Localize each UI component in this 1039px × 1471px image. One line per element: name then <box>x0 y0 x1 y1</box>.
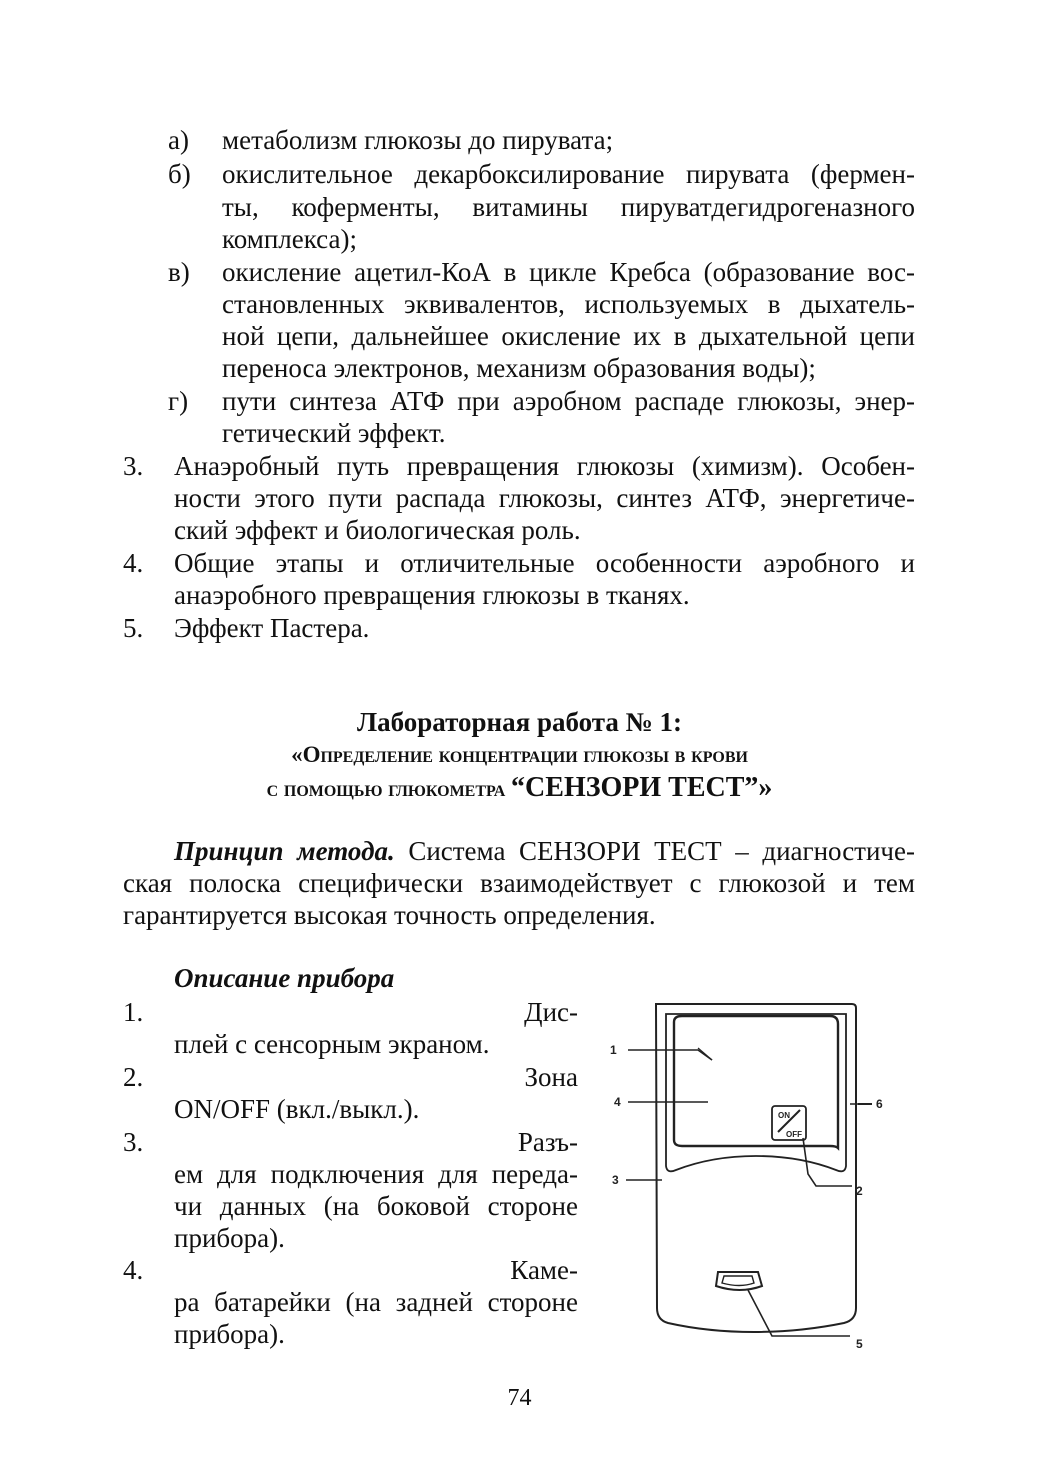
list-text: становленных эквивалентов, используемых в дыхатель- <box>222 289 915 319</box>
page-number: 74 <box>507 1385 532 1411</box>
list-text: Анаэробный путь превращения глюкозы (химизм). Особен- <box>174 451 915 481</box>
list-text: ра батарейки (на задней стороне <box>174 1287 578 1317</box>
list-marker: 1. <box>123 997 144 1027</box>
list-text: Общие этапы и отличительные особенности аэробного и <box>174 548 915 578</box>
list-text: плей с сенсорным экраном. <box>174 1029 490 1059</box>
list-marker: б) <box>168 159 191 189</box>
device-name: “СЕНЗОРИ ТЕСТ”» <box>511 772 773 803</box>
list-marker: 4. <box>123 548 144 578</box>
callout-1: 1 <box>610 1043 617 1057</box>
list-text: чи данных (на боковой стороне <box>174 1191 578 1221</box>
list-text: прибора). <box>174 1319 285 1349</box>
callout-4: 4 <box>614 1095 621 1109</box>
section-title: Описание прибора <box>174 963 395 993</box>
button-label-on: ON <box>778 1111 790 1120</box>
lab-subtitle <box>0 739 1039 771</box>
callout-5: 5 <box>856 1337 863 1351</box>
lab-subtitle-text: с помощью глюкометра <box>266 776 512 801</box>
list-text: ский эффект и биологическая роль. <box>174 515 581 545</box>
list-text: Разъ- <box>517 1127 578 1157</box>
list-text: комплекса); <box>222 224 357 254</box>
list-marker: 2. <box>123 1062 144 1092</box>
list-text: ты, коферменты, витамины пируватдегидрогеназного <box>222 192 915 222</box>
list-text: Эффект Пастера. <box>174 613 370 643</box>
list-text: прибора). <box>174 1223 285 1253</box>
lab-title: Лабораторная работа № 1: <box>357 707 682 737</box>
list-text: анаэробного превращения глюкозы в тканях. <box>174 580 690 610</box>
device-body <box>656 1004 856 1332</box>
list-text: Зона <box>524 1062 578 1092</box>
display-frame <box>666 1014 846 1171</box>
list-text: окисление ацетил-КоА в цикле Кребса (образование вос- <box>222 257 915 287</box>
touch-screen <box>674 1016 838 1148</box>
glucometer-diagram <box>600 990 900 1360</box>
list-text: переноса электронов, механизм образования воды); <box>222 353 816 383</box>
list-text: окислительное декарбоксилирование пирувата (фермен- <box>222 159 915 189</box>
list-text: ной цепи, дальнейшее окисление их в дыхательной цепи <box>222 321 915 351</box>
list-marker: в) <box>168 257 190 287</box>
list-marker: г) <box>168 386 189 416</box>
principle-text: Система СЕНЗОРИ ТЕСТ – диагностиче- <box>394 836 915 866</box>
principle-line <box>174 835 915 867</box>
list-text: гетический эффект. <box>222 418 446 448</box>
list-marker: 4. <box>123 1255 144 1285</box>
list-marker: 3. <box>123 1127 144 1157</box>
callout-3: 3 <box>612 1173 619 1187</box>
callout-6: 6 <box>876 1097 883 1111</box>
list-text: ности этого пути распада глюкозы, синтез АТФ, энергетиче- <box>174 483 915 513</box>
list-text: Дис- <box>524 997 578 1027</box>
callout-2: 2 <box>856 1184 863 1198</box>
list-marker: 5. <box>123 613 144 643</box>
button-label-off: OFF <box>786 1130 802 1139</box>
list-marker: а) <box>168 125 189 155</box>
list-text: ем для подключения для переда- <box>174 1159 578 1189</box>
principle-line: гарантируется высокая точность определения. <box>123 900 656 930</box>
list-text: Каме- <box>510 1255 578 1285</box>
list-text: метаболизм глюкозы до пирувата; <box>222 125 614 155</box>
principle-line: ская полоска специфически взаимодействует с глюкозой и тем <box>123 868 915 898</box>
callout-line-1 <box>628 1050 712 1060</box>
lab-subtitle-text: «Определение концентрации глюкозы в крови <box>291 742 748 767</box>
list-text: пути синтеза АТФ при аэробном распаде глюкозы, энер- <box>222 386 915 416</box>
list-marker: 3. <box>123 451 144 481</box>
lab-subtitle-line2 <box>0 772 1039 805</box>
principle-label: Принцип метода. <box>174 836 395 866</box>
list-text: ON/OFF (вкл./выкл.). <box>174 1094 420 1124</box>
